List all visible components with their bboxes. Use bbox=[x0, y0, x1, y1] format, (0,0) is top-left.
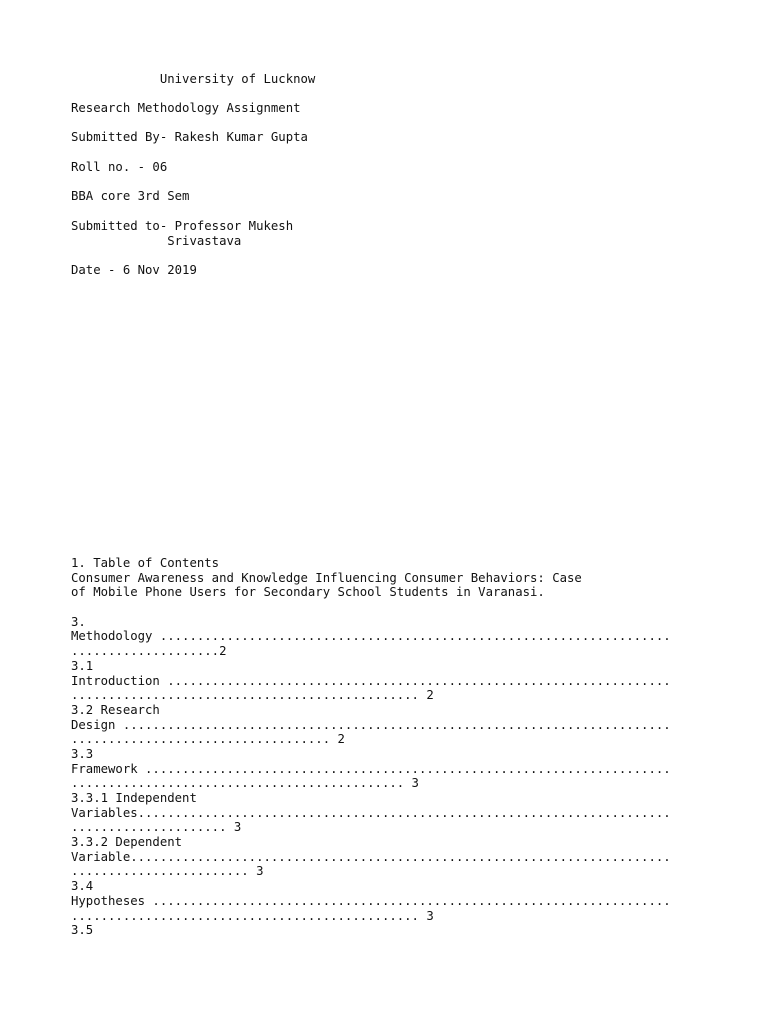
submitted-to-line2: Srivastava bbox=[71, 234, 242, 248]
toc-title-line1: Consumer Awareness and Knowledge Influencing Consumer Behaviors: Case bbox=[71, 570, 582, 585]
toc-entry-title: Variable......................................................................... bbox=[71, 849, 671, 864]
toc-entry-page: ........................ 3 bbox=[71, 864, 264, 879]
university-name: University of Lucknow bbox=[71, 72, 316, 86]
submitted-by: Submitted By- Rakesh Kumar Gupta bbox=[71, 130, 308, 144]
toc-entry-number: 3.3.2 Dependent bbox=[71, 835, 183, 850]
toc-entry-number: 3.2 Research bbox=[71, 702, 160, 717]
toc-entry-page: ............................................. 3 bbox=[71, 776, 419, 791]
assignment-title: Research Methodology Assignment bbox=[71, 101, 301, 115]
toc-entry-title: Framework ....................................................................... bbox=[71, 761, 671, 776]
toc-gap bbox=[71, 600, 711, 615]
roll-number: Roll no. - 06 bbox=[71, 160, 168, 174]
toc-entry-page: ..................... 3 bbox=[71, 820, 242, 835]
toc-entry-title: Variables........................................................................ bbox=[71, 805, 671, 820]
toc-last-line: 3.5 bbox=[71, 923, 94, 938]
toc-entry-page: ............................................... 2 bbox=[71, 688, 434, 703]
submitted-to-line1: Submitted to- Professor Mukesh bbox=[71, 219, 294, 233]
toc-entry-title: Design .......................................................................... bbox=[71, 717, 671, 732]
table-of-contents bbox=[71, 556, 711, 938]
toc-entry-page: ................................... 2 bbox=[71, 732, 345, 747]
toc-title-line2: of Mobile Phone Users for Secondary School Students in Varanasi. bbox=[71, 585, 545, 600]
toc-entry-title: Methodology ..................................................................... bbox=[71, 629, 671, 644]
toc-heading: 1. Table of Contents bbox=[71, 556, 220, 570]
date: Date - 6 Nov 2019 bbox=[71, 263, 197, 277]
toc-entry-number: 3.4 bbox=[71, 879, 94, 894]
course: BBA core 3rd Sem bbox=[71, 189, 190, 203]
toc-entry-page: ....................2 bbox=[71, 644, 227, 659]
toc-entry-number: 3.3.1 Independent bbox=[71, 791, 197, 805]
toc-entry-page: ............................................... 3 bbox=[71, 908, 434, 923]
toc-entry-number: 3.1 bbox=[71, 658, 94, 673]
toc-entry-title: Hypotheses ...................................................................... bbox=[71, 893, 671, 908]
toc-entry-title: Introduction .................................................................... bbox=[71, 673, 671, 688]
toc-entry-number: 3.3 bbox=[71, 746, 94, 761]
toc-entry-number: 3. bbox=[71, 614, 86, 629]
